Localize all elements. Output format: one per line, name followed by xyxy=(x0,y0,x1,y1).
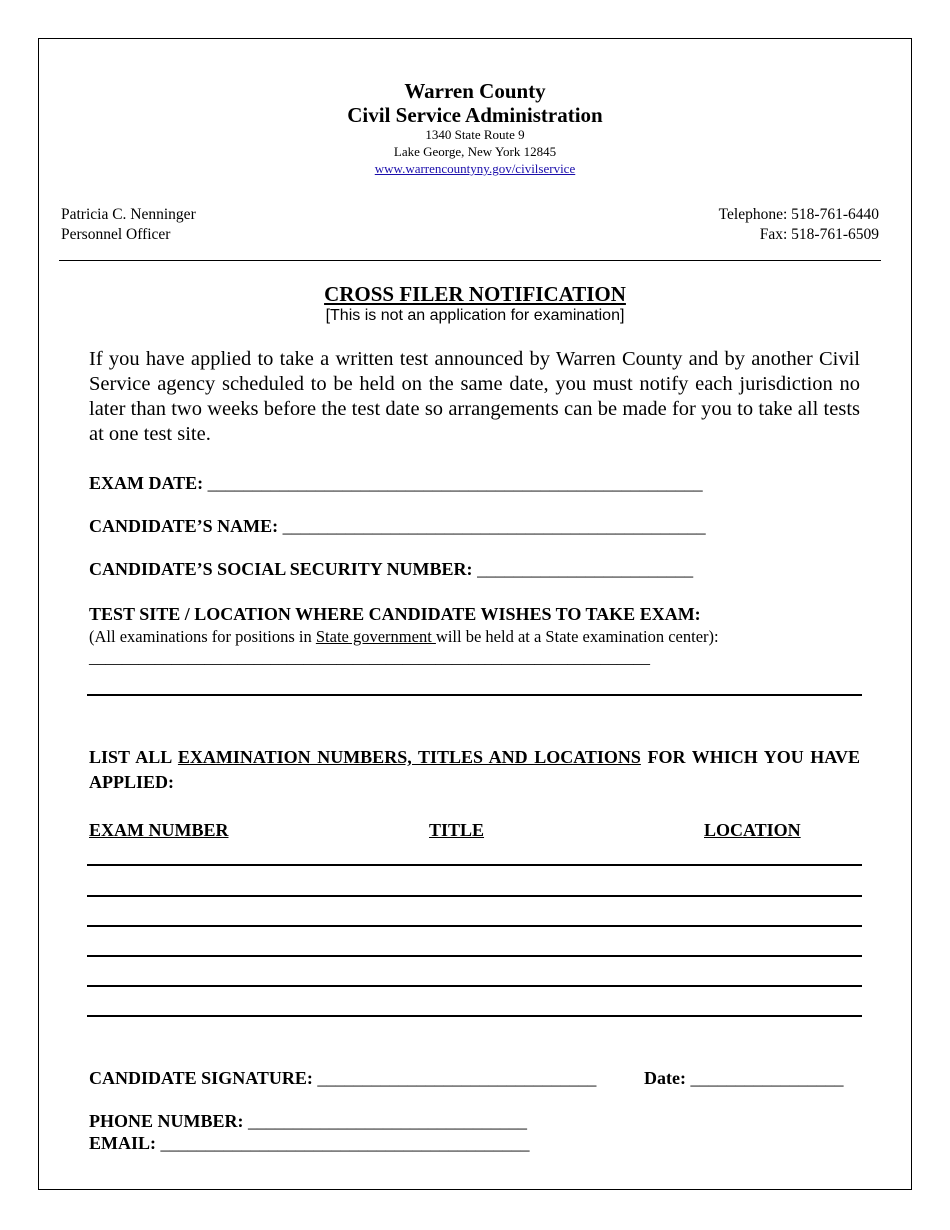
phone-field[interactable] xyxy=(89,1111,527,1132)
test-site-blank[interactable]: ____________________________________________________________________ xyxy=(89,648,650,667)
telephone: Telephone: 518-761-6440 xyxy=(718,206,879,223)
form-subtitle: [This is not an application for examination] xyxy=(325,307,625,324)
list-line[interactable] xyxy=(87,864,862,866)
exam-date-label: EXAM DATE: xyxy=(89,473,204,493)
test-site-note-pre: (All examinations for positions in xyxy=(89,627,316,646)
signature-field[interactable] xyxy=(89,1068,596,1089)
city-address: Lake George, New York 12845 xyxy=(393,144,557,159)
state-government-text: State government xyxy=(315,627,436,646)
col-exam-number: EXAM NUMBER xyxy=(89,820,229,840)
test-site-note-post: will be held at a State examination center): xyxy=(435,627,719,646)
phone-label: PHONE NUMBER: xyxy=(89,1111,244,1131)
list-line[interactable] xyxy=(87,895,862,897)
test-site-line[interactable] xyxy=(87,694,862,696)
list-heading-underlined: EXAMINATION NUMBERS, TITLES AND LOCATIONS xyxy=(177,747,641,767)
exam-date-blank[interactable]: _______________________________________________________ xyxy=(207,473,703,493)
phone-blank[interactable]: _______________________________ xyxy=(248,1111,527,1131)
col-title: TITLE xyxy=(429,820,485,840)
candidate-name-label: CANDIDATE’S NAME: xyxy=(89,516,279,536)
col-location: LOCATION xyxy=(704,820,801,840)
ssn-label: CANDIDATE’S SOCIAL SECURITY NUMBER: xyxy=(89,559,473,579)
header-divider xyxy=(59,260,881,261)
list-heading-post: FOR WHICH YOU HAVE APPLIED: xyxy=(89,747,860,792)
list-heading-pre: LIST ALL xyxy=(89,747,178,767)
list-line[interactable] xyxy=(87,925,862,927)
test-site-label: TEST SITE / LOCATION WHERE CANDIDATE WISHES TO TAKE EXAM: xyxy=(89,604,701,624)
date-blank[interactable]: _________________ xyxy=(690,1068,844,1088)
list-line[interactable] xyxy=(87,985,862,987)
department-name: Civil Service Administration xyxy=(347,103,603,127)
fax: Fax: 518-761-6509 xyxy=(759,226,879,243)
email-field[interactable] xyxy=(89,1133,530,1154)
website-row xyxy=(0,160,950,178)
signature-blank[interactable]: _______________________________ xyxy=(317,1068,597,1088)
email-label: EMAIL: xyxy=(89,1133,156,1153)
street-address: 1340 State Route 9 xyxy=(425,127,525,142)
phone-fax-block xyxy=(719,205,879,245)
ssn-field[interactable] xyxy=(89,559,693,580)
ssn-blank[interactable]: ________________________ xyxy=(477,559,694,579)
date-field[interactable] xyxy=(644,1068,843,1089)
list-line[interactable] xyxy=(87,1015,862,1017)
intro-paragraph: If you have applied to take a written test announced by Warren County and by another Civil Service agency scheduled to be held on the same date, you must notify each jurisdiction no later than two weeks before the test date so arrangements can be made for you to take all tests at one test site. xyxy=(89,348,860,445)
county-name: Warren County xyxy=(404,79,546,103)
website-link[interactable]: www.warrencountyny.gov/civilservice xyxy=(374,161,576,176)
candidate-name-blank[interactable]: _______________________________________________ xyxy=(282,516,706,536)
email-blank[interactable]: _________________________________________ xyxy=(160,1133,530,1153)
signature-label: CANDIDATE SIGNATURE: xyxy=(89,1068,313,1088)
list-heading xyxy=(89,745,860,795)
form-title-row xyxy=(0,282,950,307)
officer-block xyxy=(61,205,196,245)
candidate-name-field[interactable] xyxy=(89,516,706,537)
officer-title: Personnel Officer xyxy=(61,226,171,243)
date-label: Date: xyxy=(644,1068,686,1088)
test-site-note xyxy=(89,627,719,647)
form-title: CROSS FILER NOTIFICATION xyxy=(324,282,626,306)
exam-date-field[interactable] xyxy=(89,473,703,494)
officer-name: Patricia C. Nenninger xyxy=(61,206,196,223)
list-line[interactable] xyxy=(87,955,862,957)
